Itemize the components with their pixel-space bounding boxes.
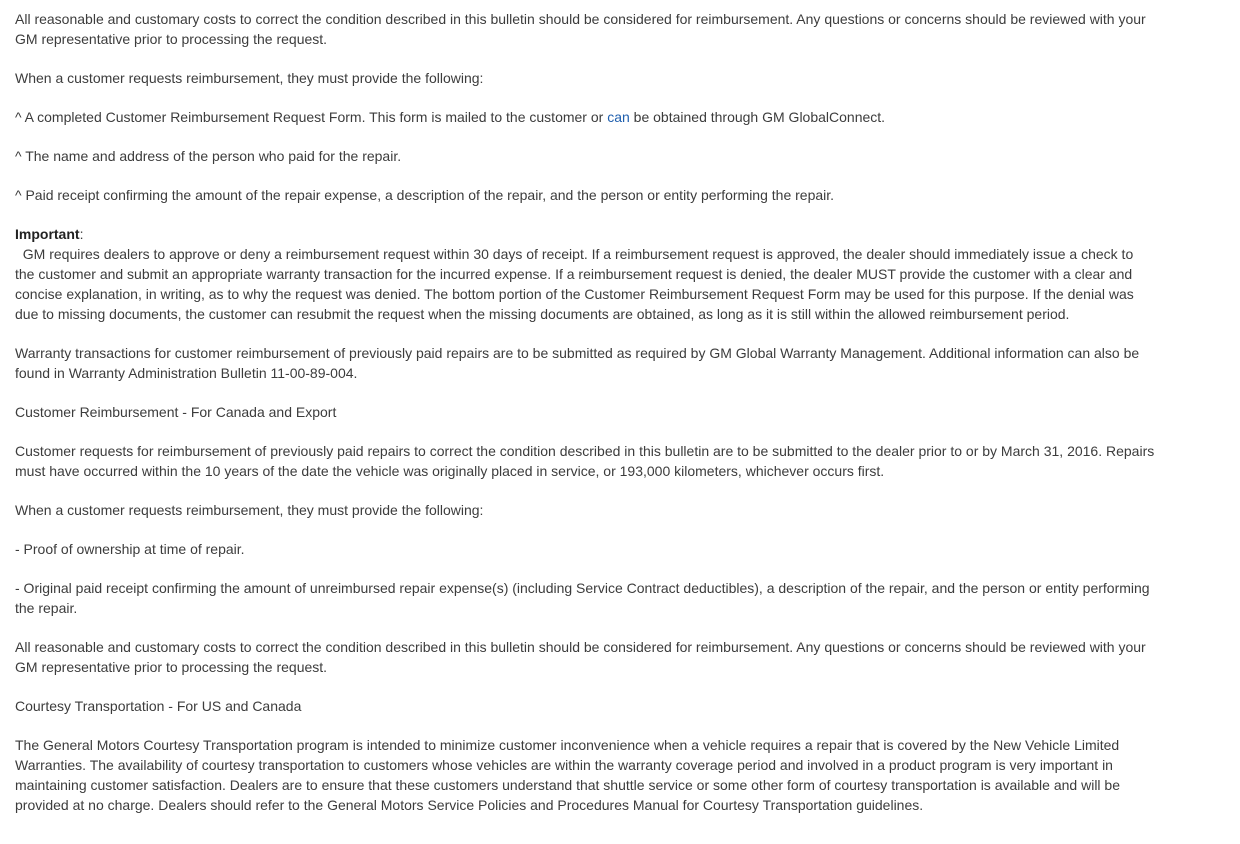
important-notice (15, 224, 1155, 324)
request-form-text: ^ A completed Customer Reimbursement Request Form. This form is mailed to the customer or (15, 109, 608, 125)
canada-requests-paragraph: Customer requests for reimbursement of previously paid repairs to correct the condition described in this bulletin are to be submitted to the dealer prior to or by March 31, 2016. Repairs must have occurred within the 10 years of the date the vehicle was originally placed in service, or 193,000 kilometers, whichever occurs first. (15, 443, 1155, 479)
original-receipt-item: - Original paid receipt confirming the amount of unreimbursed repair expense(s) (including Service Contract deductibles), a description of the repair, and the person or entity performing the repair. (15, 580, 1150, 616)
important-text: GM requires dealers to approve or deny a reimbursement request within 30 days of receipt. If a reimbursement request is approved, the dealer should immediately issue a check to the customer and submit an appropriate warranty transaction for the incurred expense. If a reimbursement request is denied, the dealer MUST provide the customer with a clear and concise explanation, in writing, as to why the request was denied. The bottom portion of the Customer Reimbursement Request Form may be used for this purpose. If the denial was due to missing documents, the customer can resubmit the request when the missing documents are obtained, as long as it is still within the allowed reimbursement period. (15, 246, 1134, 322)
section-heading-canada-export: Customer Reimbursement - For Canada and Export (15, 404, 337, 420)
section-heading-courtesy-transportation: Courtesy Transportation - For US and Canada (15, 698, 302, 714)
requirements-intro-paragraph: When a customer requests reimbursement, they must provide the following: (15, 70, 484, 86)
request-form-item (15, 107, 1155, 127)
proof-of-ownership-item: - Proof of ownership at time of repair. (15, 541, 245, 557)
important-colon: : (79, 226, 84, 242)
warranty-transactions-paragraph: Warranty transactions for customer reimbursement of previously paid repairs are to be submitted as required by GM Global Warranty Management. Additional information can also be found in Warranty Administration Bulletin 11-00-89-004. (15, 345, 1140, 381)
requirements-intro-paragraph-2: When a customer requests reimbursement, they must provide the following: (15, 502, 484, 518)
important-label: Important (15, 226, 80, 242)
reimbursement-costs-paragraph-2: All reasonable and customary costs to correct the condition described in this bulletin should be considered for reimbursement. Any questions or concerns should be reviewed with your GM representative prior to processing the request. (15, 639, 1146, 675)
request-form-text-end: be obtained through GM GlobalConnect. (629, 109, 886, 125)
courtesy-transportation-paragraph: The General Motors Courtesy Transportation program is intended to minimize customer inconvenience when a vehicle requires a repair that is covered by the New Vehicle Limited Warranties. The availability of courtesy transportation to customers whose vehicles are within the warranty coverage period and involved in a product program is very important in maintaining customer satisfaction. Dealers are to ensure that these customers understand that shuttle service or some other form of courtesy transportation is available and will be provided at no charge. Dealers should refer to the General Motors Service Policies and Procedures Manual for Courtesy Transportation guidelines. (15, 737, 1120, 813)
reimbursement-costs-paragraph: All reasonable and customary costs to correct the condition described in this bulletin should be considered for reimbursement. Any questions or concerns should be reviewed with your GM representative prior to processing the request. (15, 11, 1146, 47)
globalconnect-link[interactable]: can (607, 109, 630, 125)
paid-receipt-item: ^ Paid receipt confirming the amount of the repair expense, a description of the repair, and the person or entity performing the repair. (15, 187, 835, 203)
payer-name-item: ^ The name and address of the person who paid for the repair. (15, 148, 402, 164)
